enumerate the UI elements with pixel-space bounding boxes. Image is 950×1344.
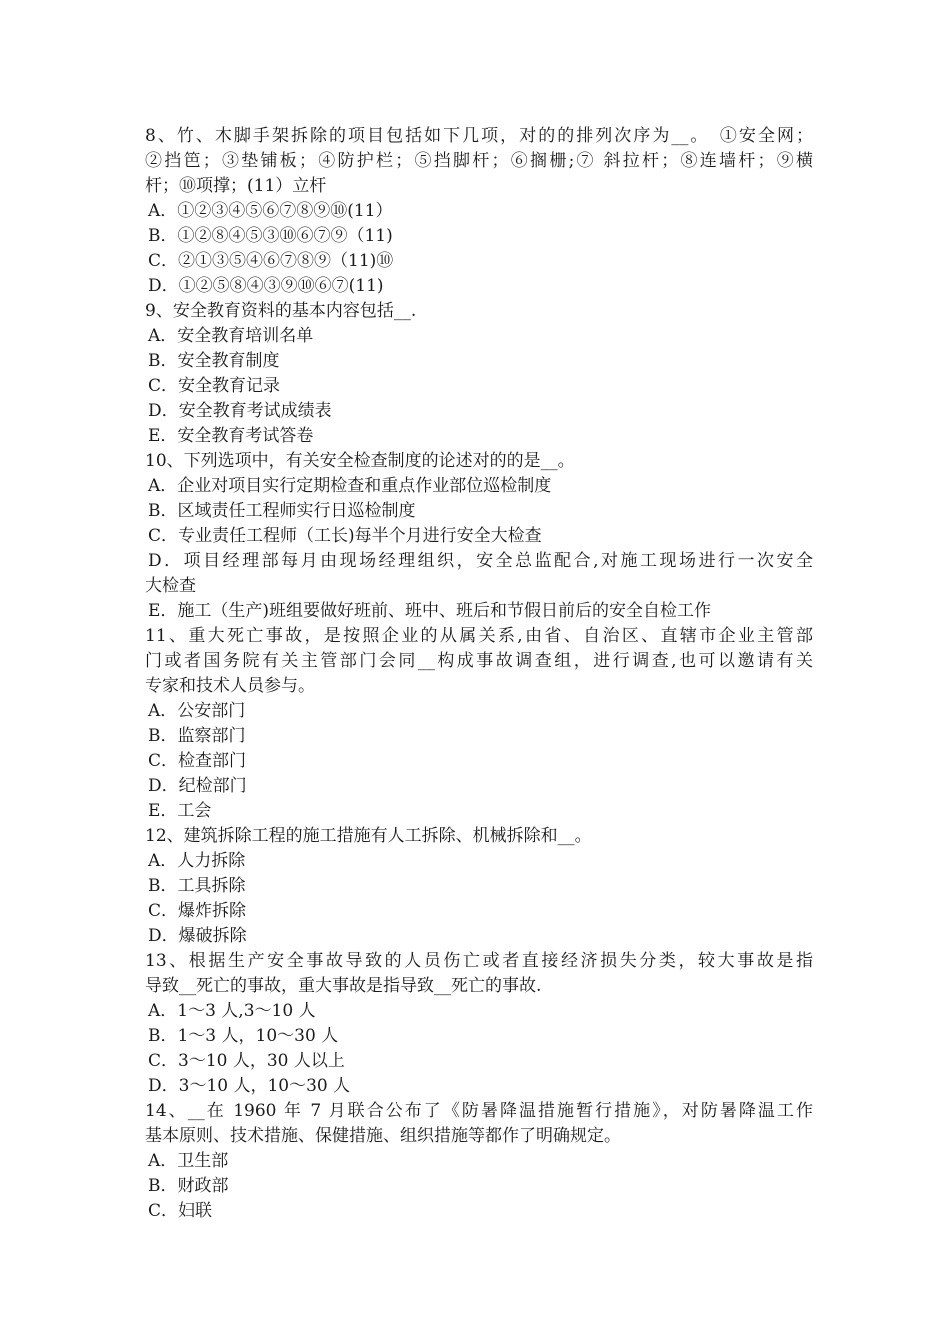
question-text-line: 9、安全教育资料的基本内容包括__.	[145, 301, 417, 321]
option-c: C．妇联	[148, 1201, 213, 1221]
question-text-line: 基本原则、技术措施、保健措施、组织措施等都作了明确规定。	[145, 1126, 621, 1146]
option-b: B．监察部门	[148, 726, 246, 746]
option-d: D．安全教育考试成绩表	[148, 401, 332, 421]
question-14	[145, 1099, 813, 1224]
question-9	[145, 299, 813, 449]
question-text-line: 13、根据生产安全事故导致的人员伤亡或者直接经济损失分类，较大事故是指	[145, 951, 813, 971]
option-a: A．①②③④⑤⑥⑦⑧⑨⑩(11）	[148, 201, 393, 221]
question-10	[145, 449, 813, 624]
option-c: C．检查部门	[148, 751, 247, 771]
option-a: A．企业对项目实行定期检查和重点作业部位巡检制度	[148, 476, 552, 496]
option-c: C．专业责任工程师（工长)每半个月进行安全大检查	[148, 526, 542, 546]
option-e: E．施工（生产)班组要做好班前、班中、班后和节假日前后的安全自检工作	[148, 601, 712, 621]
option-b: B．工具拆除	[148, 876, 246, 896]
question-text-line: ②挡笆；③垫铺板；④防护栏；⑤挡脚杆；⑥搁栅;⑦ 斜拉杆；⑧连墙杆；⑨横	[145, 151, 813, 171]
option-e: E．工会	[148, 801, 212, 821]
option-c: C．安全教育记录	[148, 376, 281, 396]
option-a: A．公安部门	[148, 701, 246, 721]
question-11	[145, 624, 813, 824]
option-b: B．1～3 人，10～30 人	[148, 1026, 339, 1046]
option-b: B．财政部	[148, 1176, 229, 1196]
question-text-line: 8、竹、木脚手架拆除的项目包括如下几项，对的的排列次序为__。 ①安全网；	[145, 126, 813, 146]
option-d: D．爆破拆除	[148, 926, 247, 946]
question-text-line: 专家和技术人员参与。	[145, 676, 315, 696]
option-d: D．①②⑤⑧④③⑨⑩⑥⑦(11)	[148, 276, 384, 296]
option-d-continuation: 大检查	[145, 576, 196, 596]
option-d: D．纪检部门	[148, 776, 247, 796]
option-c: C．3～10 人，30 人以上	[148, 1051, 345, 1071]
question-text-line: 门或者国务院有关主管部门会同__构成事故调查组，进行调查,也可以邀请有关	[145, 651, 813, 671]
question-12	[145, 824, 813, 949]
question-13	[145, 949, 813, 1099]
question-text-line: 杆；⑩项撑；(11）立杆	[145, 176, 327, 196]
question-text-line: 导致__死亡的事故，重大事故是指导致__死亡的事故.	[145, 976, 542, 996]
question-8	[145, 124, 813, 299]
question-list	[145, 124, 813, 1224]
question-text-line: 12、建筑拆除工程的施工措施有人工拆除、机械拆除和__。	[145, 826, 592, 846]
option-d: D．3～10 人，10～30 人	[148, 1076, 351, 1096]
option-b: B．安全教育制度	[148, 351, 280, 371]
option-a: A．人力拆除	[148, 851, 246, 871]
option-e: E．安全教育考试答卷	[148, 426, 314, 446]
option-a: A．卫生部	[148, 1151, 229, 1171]
question-text-line: 10、下列选项中，有关安全检查制度的论述对的的是__。	[145, 451, 575, 471]
option-d: D．项目经理部每月由现场经理组织，安全总监配合,对施工现场进行一次安全	[148, 551, 813, 571]
option-b: B．①②⑧④⑤③⑩⑥⑦⑨（11)	[148, 226, 393, 246]
option-b: B．区域责任工程师实行日巡检制度	[148, 501, 416, 521]
question-text-line: 14、__在 1960 年 7 月联合公布了《防暑降温措施暂行措施》，对防暑降温工作	[145, 1101, 813, 1121]
option-a: A．安全教育培训名单	[148, 326, 314, 346]
question-text-line: 11、重大死亡事故，是按照企业的从属关系,由省、自治区、直辖市企业主管部	[145, 626, 813, 646]
option-a: A．1～3 人,3～10 人	[148, 1001, 316, 1021]
option-c: C．②①③⑤④⑥⑦⑧⑨（11)⑩	[148, 251, 394, 271]
option-c: C．爆炸拆除	[148, 901, 247, 921]
